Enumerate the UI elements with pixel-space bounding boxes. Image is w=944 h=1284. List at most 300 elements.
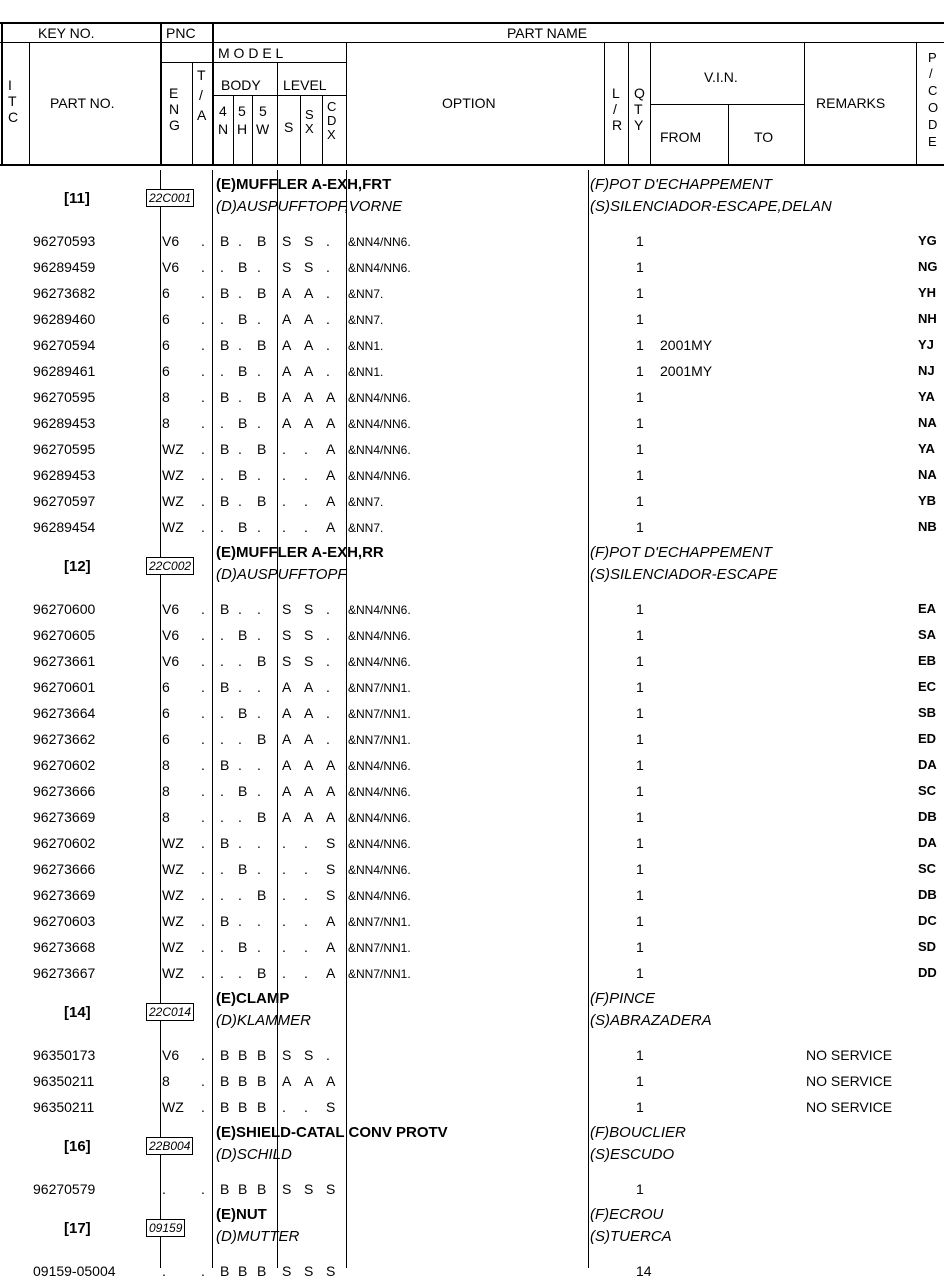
level-code: . bbox=[282, 835, 286, 851]
p-code: SD bbox=[918, 939, 937, 954]
level-code: S bbox=[282, 1263, 292, 1279]
part-number: 96350173 bbox=[33, 1047, 96, 1063]
engine-code: 8 bbox=[162, 415, 170, 431]
body-code: . bbox=[257, 861, 261, 877]
level-code: A bbox=[326, 1073, 336, 1089]
part-number: 96270603 bbox=[33, 913, 96, 929]
engine-code: WZ bbox=[162, 861, 184, 877]
transmission-code: . bbox=[201, 731, 205, 747]
body-code: . bbox=[257, 705, 261, 721]
p-code: ED bbox=[918, 731, 937, 746]
p-code: DC bbox=[918, 913, 937, 928]
option-code: &NN7. bbox=[348, 495, 384, 509]
part-name-french: (F)ECROU bbox=[590, 1206, 664, 1223]
body-code: B bbox=[238, 1181, 248, 1197]
level-code: A bbox=[282, 415, 292, 431]
part-number: 96350211 bbox=[33, 1099, 95, 1115]
level-code: A bbox=[282, 1073, 292, 1089]
level-code: S bbox=[282, 1047, 292, 1063]
level-code: S bbox=[304, 601, 314, 617]
level-code: . bbox=[304, 913, 308, 929]
body-code: B bbox=[238, 705, 248, 721]
part-name-german: (D)AUSPUFFTOPF bbox=[216, 566, 347, 583]
quantity: 1 bbox=[636, 653, 644, 669]
body-code: B bbox=[220, 233, 230, 249]
body-code: . bbox=[238, 731, 242, 747]
level-code: A bbox=[326, 415, 336, 431]
pnc-header: PNC bbox=[166, 25, 196, 41]
level-col-s: S bbox=[284, 119, 294, 135]
part-number: 96270579 bbox=[33, 1181, 96, 1197]
level-code: . bbox=[282, 441, 286, 457]
table-row bbox=[0, 622, 944, 648]
option-code: &NN4/NN6. bbox=[348, 785, 411, 799]
body-code: . bbox=[257, 913, 261, 929]
body-code: . bbox=[238, 809, 242, 825]
body-code: B bbox=[220, 1099, 230, 1115]
transmission-code: . bbox=[201, 389, 205, 405]
body-code: . bbox=[220, 627, 224, 643]
transmission-code: . bbox=[201, 627, 205, 643]
part-number: 96289453 bbox=[33, 415, 96, 431]
level-code: A bbox=[282, 705, 292, 721]
level-code: . bbox=[282, 467, 286, 483]
level-code: . bbox=[326, 363, 330, 379]
level-code: . bbox=[304, 1099, 308, 1115]
level-code: . bbox=[304, 965, 308, 981]
engine-code: 6 bbox=[162, 311, 170, 327]
body-code: . bbox=[220, 731, 224, 747]
level-code: . bbox=[304, 493, 308, 509]
quantity: 1 bbox=[636, 415, 644, 431]
body-code: B bbox=[257, 653, 267, 669]
body-code: . bbox=[238, 285, 242, 301]
quantity: 1 bbox=[636, 835, 644, 851]
lr-slash: / bbox=[613, 101, 617, 117]
body-code: . bbox=[257, 679, 261, 695]
level-code: A bbox=[304, 679, 314, 695]
quantity: 1 bbox=[636, 467, 644, 483]
p-code: YA bbox=[918, 441, 935, 456]
body-code: . bbox=[238, 233, 242, 249]
p-code: DB bbox=[918, 887, 937, 902]
body-code: B bbox=[220, 913, 230, 929]
level-code: S bbox=[304, 1047, 314, 1063]
level-code: . bbox=[326, 705, 330, 721]
table-row bbox=[0, 410, 944, 436]
level-code: A bbox=[326, 467, 336, 483]
body-code: . bbox=[257, 835, 261, 851]
engine-code: V6 bbox=[162, 653, 180, 669]
level-code: . bbox=[326, 601, 330, 617]
level-code: A bbox=[304, 783, 314, 799]
transmission-code: . bbox=[201, 705, 205, 721]
table-row bbox=[0, 384, 944, 410]
part-number: 96289454 bbox=[33, 519, 96, 535]
level-code: S bbox=[326, 1099, 336, 1115]
p-code: NA bbox=[918, 415, 937, 430]
pcode-p: P bbox=[928, 50, 937, 65]
pcode-e: E bbox=[928, 134, 937, 149]
option-code: &NN4/NN6. bbox=[348, 889, 411, 903]
p-code: EA bbox=[918, 601, 937, 616]
table-row bbox=[0, 700, 944, 726]
eng-g: G bbox=[169, 117, 180, 133]
part-number: 96289461 bbox=[33, 363, 96, 379]
part-name-french: (F)POT D'ECHAPPEMENT bbox=[590, 544, 773, 561]
quantity: 1 bbox=[636, 731, 644, 747]
table-row bbox=[0, 280, 944, 306]
body-code: B bbox=[220, 389, 230, 405]
body-code: . bbox=[257, 259, 261, 275]
level-code: S bbox=[326, 835, 336, 851]
option-code: &NN4/NN6. bbox=[348, 417, 411, 431]
part-name-spanish: (S)SILENCIADOR-ESCAPE,DELAN bbox=[590, 198, 832, 215]
body-code: . bbox=[257, 939, 261, 955]
level-code: S bbox=[282, 259, 292, 275]
p-code: YG bbox=[918, 233, 937, 248]
engine-code: WZ bbox=[162, 835, 184, 851]
level-col-cdx: C D X bbox=[327, 99, 337, 142]
part-number: 96289460 bbox=[33, 311, 96, 327]
body-code: B bbox=[257, 965, 267, 981]
part-number: 96350211 bbox=[33, 1073, 95, 1089]
quantity: 1 bbox=[636, 519, 644, 535]
body-code: . bbox=[238, 493, 242, 509]
part-number: 96270595 bbox=[33, 389, 96, 405]
level-code: . bbox=[282, 939, 286, 955]
body-code: . bbox=[238, 679, 242, 695]
remarks: NO SERVICE bbox=[806, 1073, 893, 1089]
level-code: A bbox=[282, 311, 292, 327]
body-code: . bbox=[220, 519, 224, 535]
transmission-code: . bbox=[201, 311, 205, 327]
part-group-header bbox=[0, 1120, 944, 1176]
body-code: . bbox=[220, 861, 224, 877]
level-code: . bbox=[282, 887, 286, 903]
body-code: B bbox=[257, 1099, 267, 1115]
p-code: DA bbox=[918, 835, 937, 850]
table-row bbox=[0, 514, 944, 540]
level-code: S bbox=[326, 1263, 336, 1279]
table-row bbox=[0, 674, 944, 700]
level-code: S bbox=[304, 653, 314, 669]
body-code: B bbox=[257, 1047, 267, 1063]
level-code: A bbox=[282, 285, 292, 301]
body-code: . bbox=[238, 757, 242, 773]
level-col-sx: S X bbox=[305, 107, 314, 136]
transmission-code: . bbox=[201, 337, 205, 353]
quantity: 1 bbox=[636, 311, 644, 327]
engine-code: 8 bbox=[162, 783, 170, 799]
p-code: DB bbox=[918, 809, 937, 824]
level-code: . bbox=[304, 441, 308, 457]
engine-code: WZ bbox=[162, 887, 184, 903]
body-code: . bbox=[220, 467, 224, 483]
key-number: [17] bbox=[64, 1220, 91, 1237]
part-name-german: (D)SCHILD bbox=[216, 1146, 292, 1163]
body-code: B bbox=[238, 861, 248, 877]
option-code: &NN4/NN6. bbox=[348, 811, 411, 825]
option-code: &NN7/NN1. bbox=[348, 733, 411, 747]
p-code: YB bbox=[918, 493, 937, 508]
body-code: . bbox=[220, 415, 224, 431]
engine-code: 6 bbox=[162, 363, 170, 379]
engine-code: V6 bbox=[162, 601, 180, 617]
transmission-code: . bbox=[201, 653, 205, 669]
body-code: B bbox=[257, 285, 267, 301]
body-code: . bbox=[238, 913, 242, 929]
p-code: NA bbox=[918, 467, 937, 482]
level-code: . bbox=[304, 519, 308, 535]
level-code: . bbox=[326, 1047, 330, 1063]
vin-header: V.I.N. bbox=[704, 69, 738, 85]
transmission-code: . bbox=[201, 783, 205, 799]
level-code: S bbox=[304, 259, 314, 275]
quantity: 14 bbox=[636, 1263, 652, 1279]
transmission-code: . bbox=[201, 233, 205, 249]
body-code: . bbox=[238, 601, 242, 617]
option-header: OPTION bbox=[442, 95, 496, 111]
level-code: . bbox=[304, 835, 308, 851]
lr-l: L bbox=[612, 85, 620, 101]
part-name-french: (F)BOUCLIER bbox=[590, 1124, 686, 1141]
ta-t: T bbox=[197, 67, 206, 83]
transmission-code: . bbox=[201, 1181, 205, 1197]
level-code: A bbox=[326, 939, 336, 955]
engine-code: 8 bbox=[162, 809, 170, 825]
quantity: 1 bbox=[636, 887, 644, 903]
body-code: B bbox=[220, 493, 230, 509]
level-code: A bbox=[282, 783, 292, 799]
part-name-english: (E)MUFFLER A-EXH,RR bbox=[216, 544, 384, 561]
part-name-spanish: (S)SILENCIADOR-ESCAPE bbox=[590, 566, 778, 583]
body-col-5w: 5 bbox=[259, 103, 267, 119]
body-code: B bbox=[220, 835, 230, 851]
level-code: A bbox=[304, 415, 314, 431]
table-row bbox=[0, 960, 944, 986]
level-code: S bbox=[326, 861, 336, 877]
body-code: B bbox=[238, 1047, 248, 1063]
part-number: 96270595 bbox=[33, 441, 96, 457]
transmission-code: . bbox=[201, 467, 205, 483]
table-row bbox=[0, 934, 944, 960]
body-code: B bbox=[220, 1047, 230, 1063]
body-code: . bbox=[238, 441, 242, 457]
level-code: A bbox=[304, 311, 314, 327]
vin-from: 2001MY bbox=[660, 337, 713, 353]
ta-a: A bbox=[197, 107, 207, 123]
transmission-code: . bbox=[201, 519, 205, 535]
part-group-header bbox=[0, 1202, 944, 1258]
engine-code: 6 bbox=[162, 285, 170, 301]
level-code: S bbox=[326, 1181, 336, 1197]
engine-code: V6 bbox=[162, 259, 180, 275]
option-code: &NN7. bbox=[348, 313, 384, 327]
option-code: &NN4/NN6. bbox=[348, 603, 411, 617]
transmission-code: . bbox=[201, 601, 205, 617]
pnc-code-box: 22B004 bbox=[146, 1137, 193, 1155]
quantity: 1 bbox=[636, 233, 644, 249]
transmission-code: . bbox=[201, 285, 205, 301]
ta-slash: / bbox=[199, 87, 203, 103]
level-code: . bbox=[282, 913, 286, 929]
p-code: DD bbox=[918, 965, 937, 980]
to-header: TO bbox=[754, 129, 774, 145]
engine-code: 6 bbox=[162, 337, 170, 353]
engine-code: WZ bbox=[162, 913, 184, 929]
body-code: . bbox=[220, 653, 224, 669]
level-code: S bbox=[282, 653, 292, 669]
option-code: &NN4/NN6. bbox=[348, 655, 411, 669]
level-code: . bbox=[282, 493, 286, 509]
level-code: . bbox=[326, 311, 330, 327]
qty-y: Y bbox=[634, 117, 644, 133]
body-code: B bbox=[238, 627, 248, 643]
itc-t: T bbox=[8, 93, 17, 109]
part-number: 96273682 bbox=[33, 285, 96, 301]
option-code: &NN4/NN6. bbox=[348, 261, 411, 275]
table-row bbox=[0, 1094, 944, 1120]
pcode-d: D bbox=[928, 117, 938, 132]
body-code: B bbox=[257, 441, 267, 457]
body-code: B bbox=[238, 259, 248, 275]
body-code: . bbox=[238, 887, 242, 903]
level-code: A bbox=[326, 519, 336, 535]
p-code: SC bbox=[918, 783, 937, 798]
body-code: B bbox=[257, 887, 267, 903]
level-code: A bbox=[282, 757, 292, 773]
key-number: [11] bbox=[64, 190, 90, 207]
body-code: B bbox=[257, 731, 267, 747]
pnc-code-box: 22C014 bbox=[146, 1003, 194, 1021]
engine-code: V6 bbox=[162, 1047, 180, 1063]
level-code: S bbox=[326, 887, 336, 903]
part-number: 09159-05004 bbox=[33, 1263, 116, 1279]
part-number: 96270602 bbox=[33, 757, 96, 773]
engine-code: V6 bbox=[162, 627, 180, 643]
itc-i: I bbox=[8, 77, 12, 93]
table-row bbox=[0, 1068, 944, 1094]
engine-code: WZ bbox=[162, 965, 184, 981]
level-code: S bbox=[282, 627, 292, 643]
level-code: . bbox=[326, 679, 330, 695]
quantity: 1 bbox=[636, 679, 644, 695]
p-code: SB bbox=[918, 705, 937, 720]
level-code: A bbox=[304, 363, 314, 379]
p-code: DA bbox=[918, 757, 937, 772]
body-code: B bbox=[238, 1099, 248, 1115]
transmission-code: . bbox=[201, 363, 205, 379]
option-code: &NN7. bbox=[348, 521, 384, 535]
part-number: 96273666 bbox=[33, 861, 96, 877]
p-code: SA bbox=[918, 627, 937, 642]
part-name-french: (F)PINCE bbox=[590, 990, 655, 1007]
option-code: &NN4/NN6. bbox=[348, 629, 411, 643]
body-code: B bbox=[220, 601, 230, 617]
p-code: EC bbox=[918, 679, 937, 694]
p-code: EB bbox=[918, 653, 937, 668]
level-code: S bbox=[304, 233, 314, 249]
body-code: . bbox=[257, 783, 261, 799]
option-code: &NN4/NN6. bbox=[348, 443, 411, 457]
p-code: NH bbox=[918, 311, 937, 326]
part-name-english: (E)MUFFLER A-EXH,FRT bbox=[216, 176, 392, 193]
option-code: &NN7/NN1. bbox=[348, 967, 411, 981]
body-code: B bbox=[257, 1181, 267, 1197]
body-code: B bbox=[220, 1181, 230, 1197]
key-no-header: KEY NO. bbox=[38, 25, 95, 41]
remarks: NO SERVICE bbox=[806, 1047, 893, 1063]
engine-code: 8 bbox=[162, 389, 170, 405]
level-code: . bbox=[282, 1099, 286, 1115]
level-code: A bbox=[282, 363, 292, 379]
engine-code: WZ bbox=[162, 939, 184, 955]
level-code: A bbox=[304, 705, 314, 721]
body-code: . bbox=[220, 259, 224, 275]
p-code: SC bbox=[918, 861, 937, 876]
level-code: A bbox=[282, 809, 292, 825]
engine-code: 8 bbox=[162, 1073, 170, 1089]
body-col-w: W bbox=[256, 121, 270, 137]
transmission-code: . bbox=[201, 965, 205, 981]
from-header: FROM bbox=[660, 129, 702, 145]
body-code: B bbox=[220, 1263, 230, 1279]
quantity: 1 bbox=[636, 441, 644, 457]
p-code: YA bbox=[918, 389, 935, 404]
p-code: YH bbox=[918, 285, 937, 300]
part-name-header: PART NAME bbox=[507, 25, 588, 41]
table-row bbox=[0, 726, 944, 752]
transmission-code: . bbox=[201, 493, 205, 509]
body-code: . bbox=[238, 389, 242, 405]
level-code: A bbox=[326, 757, 336, 773]
part-number: 96273667 bbox=[33, 965, 96, 981]
quantity: 1 bbox=[636, 809, 644, 825]
itc-c: C bbox=[8, 109, 19, 125]
p-code: NG bbox=[918, 259, 938, 274]
level-code: A bbox=[304, 389, 314, 405]
table-row bbox=[0, 436, 944, 462]
body-code: . bbox=[257, 311, 261, 327]
body-code: . bbox=[257, 601, 261, 617]
eng-e: E bbox=[169, 85, 179, 101]
body-code: . bbox=[257, 757, 261, 773]
body-code: . bbox=[220, 939, 224, 955]
body-code: . bbox=[238, 965, 242, 981]
part-name-german: (D)MUTTER bbox=[216, 1228, 300, 1245]
engine-code: WZ bbox=[162, 441, 184, 457]
level-code: A bbox=[304, 809, 314, 825]
level-code: . bbox=[304, 467, 308, 483]
level-code: A bbox=[304, 731, 314, 747]
part-number: 96270602 bbox=[33, 835, 96, 851]
table-row bbox=[0, 1042, 944, 1068]
quantity: 1 bbox=[636, 601, 644, 617]
level-code: . bbox=[282, 861, 286, 877]
level-code: . bbox=[282, 965, 286, 981]
transmission-code: . bbox=[201, 913, 205, 929]
level-code: A bbox=[326, 493, 336, 509]
pcode-c: C bbox=[928, 83, 938, 98]
body-col-4: 4 bbox=[219, 103, 227, 119]
part-name-german: (D)KLAMMER bbox=[216, 1012, 312, 1029]
table-row bbox=[0, 596, 944, 622]
engine-code: WZ bbox=[162, 1099, 184, 1115]
transmission-code: . bbox=[201, 887, 205, 903]
level-code: A bbox=[304, 337, 314, 353]
part-no-header: PART NO. bbox=[50, 95, 115, 111]
